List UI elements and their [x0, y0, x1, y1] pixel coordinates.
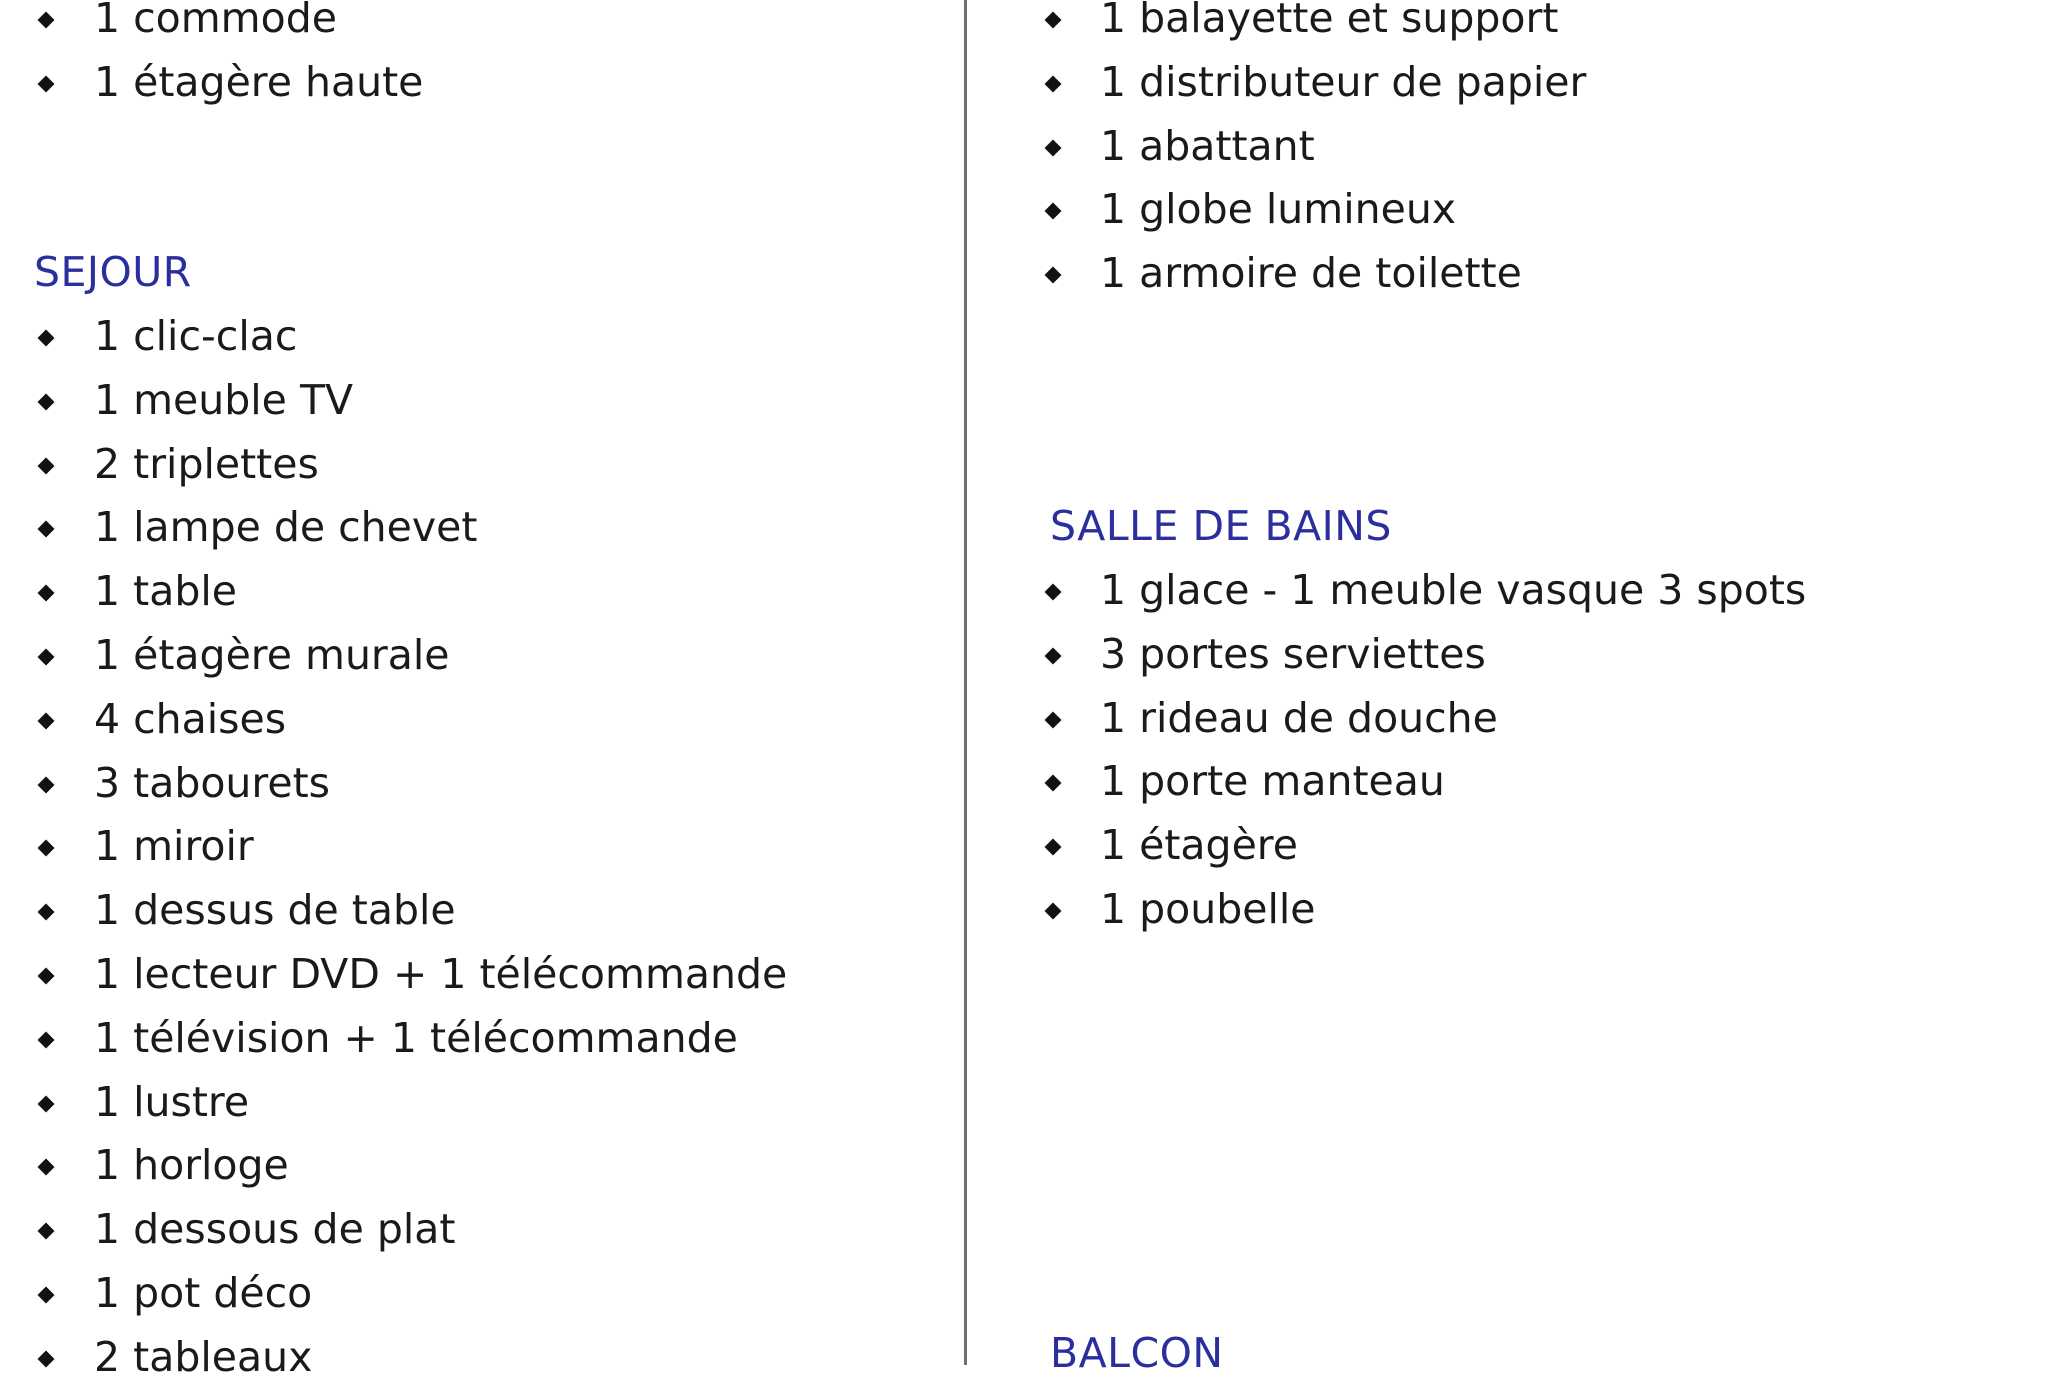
bullet-icon — [38, 1287, 55, 1304]
bullet-icon — [1045, 203, 1062, 220]
section-heading-salle-de-bains: SALLE DE BAINS — [1050, 502, 1392, 550]
list-item: 2 tableaux — [94, 1332, 313, 1381]
bullet-icon — [1045, 267, 1062, 284]
list-item: 1 globe lumineux — [1100, 185, 1457, 234]
list-item: 1 glace - 1 meuble vasque 3 spots — [1100, 566, 1807, 614]
list-item: 3 tabourets — [94, 758, 331, 807]
bullet-icon — [38, 457, 55, 474]
bullet-icon — [38, 75, 55, 92]
section-heading-balcon: BALCON — [1050, 1329, 1224, 1377]
list-item: 1 clic-clac — [94, 312, 298, 360]
list-item: 1 étagère — [1100, 821, 1298, 870]
bullet-icon — [38, 1095, 55, 1112]
list-item: 1 pot déco — [94, 1269, 313, 1317]
bullet-icon — [38, 776, 55, 793]
bullet-icon — [38, 1031, 55, 1048]
list-item: 2 triplettes — [94, 439, 319, 488]
list-item: 1 étagère haute — [94, 57, 424, 106]
bullet-icon — [38, 968, 55, 985]
bullet-icon — [38, 393, 55, 410]
list-item: 1 commode — [94, 0, 337, 42]
list-item: 1 balayette et support — [1100, 0, 1559, 42]
list-item: 3 portes serviettes — [1100, 629, 1486, 678]
list-item: 1 dessous de plat — [94, 1205, 456, 1254]
bullet-icon — [38, 521, 55, 538]
bullet-icon — [38, 840, 55, 857]
list-item: 1 étagère murale — [94, 631, 450, 679]
bullet-icon — [1045, 647, 1062, 664]
bullet-icon — [38, 904, 55, 921]
column-divider — [964, 0, 967, 1365]
list-item: 1 télévision + 1 télécommande — [94, 1013, 738, 1062]
bullet-icon — [1045, 12, 1062, 29]
list-item: 1 armoire de toilette — [1100, 249, 1522, 298]
list-item: 1 lecteur DVD + 1 télécommande — [94, 950, 788, 998]
bullet-icon — [1045, 903, 1062, 920]
list-item: 1 dessus de table — [94, 886, 456, 935]
list-item: 4 chaises — [94, 694, 287, 743]
list-item: 1 lustre — [94, 1077, 250, 1126]
list-item: 1 meuble TV — [94, 375, 354, 424]
bullet-icon — [1045, 711, 1062, 728]
list-item: 1 abattant — [1100, 121, 1315, 170]
list-item: 1 porte manteau — [1100, 757, 1445, 806]
list-item: 1 lampe de chevet — [94, 503, 478, 552]
list-item: 1 table — [94, 567, 237, 616]
bullet-icon — [1045, 584, 1062, 601]
bullet-icon — [38, 330, 55, 347]
list-item: 1 miroir — [94, 822, 254, 871]
list-item: 1 rideau de douche — [1100, 693, 1498, 742]
list-item: 1 horloge — [94, 1141, 289, 1190]
bullet-icon — [1045, 839, 1062, 856]
bullet-icon — [38, 585, 55, 602]
bullet-icon — [1045, 75, 1062, 92]
bullet-icon — [38, 1223, 55, 1240]
list-item: 1 distributeur de papier — [1100, 57, 1587, 106]
section-heading-sejour: SEJOUR — [34, 248, 192, 296]
bullet-icon — [38, 649, 55, 666]
bullet-icon — [38, 712, 55, 729]
list-item: 1 poubelle — [1100, 885, 1316, 933]
bullet-icon — [1045, 139, 1062, 156]
bullet-icon — [38, 12, 55, 29]
bullet-icon — [38, 1159, 55, 1176]
bullet-icon — [1045, 775, 1062, 792]
